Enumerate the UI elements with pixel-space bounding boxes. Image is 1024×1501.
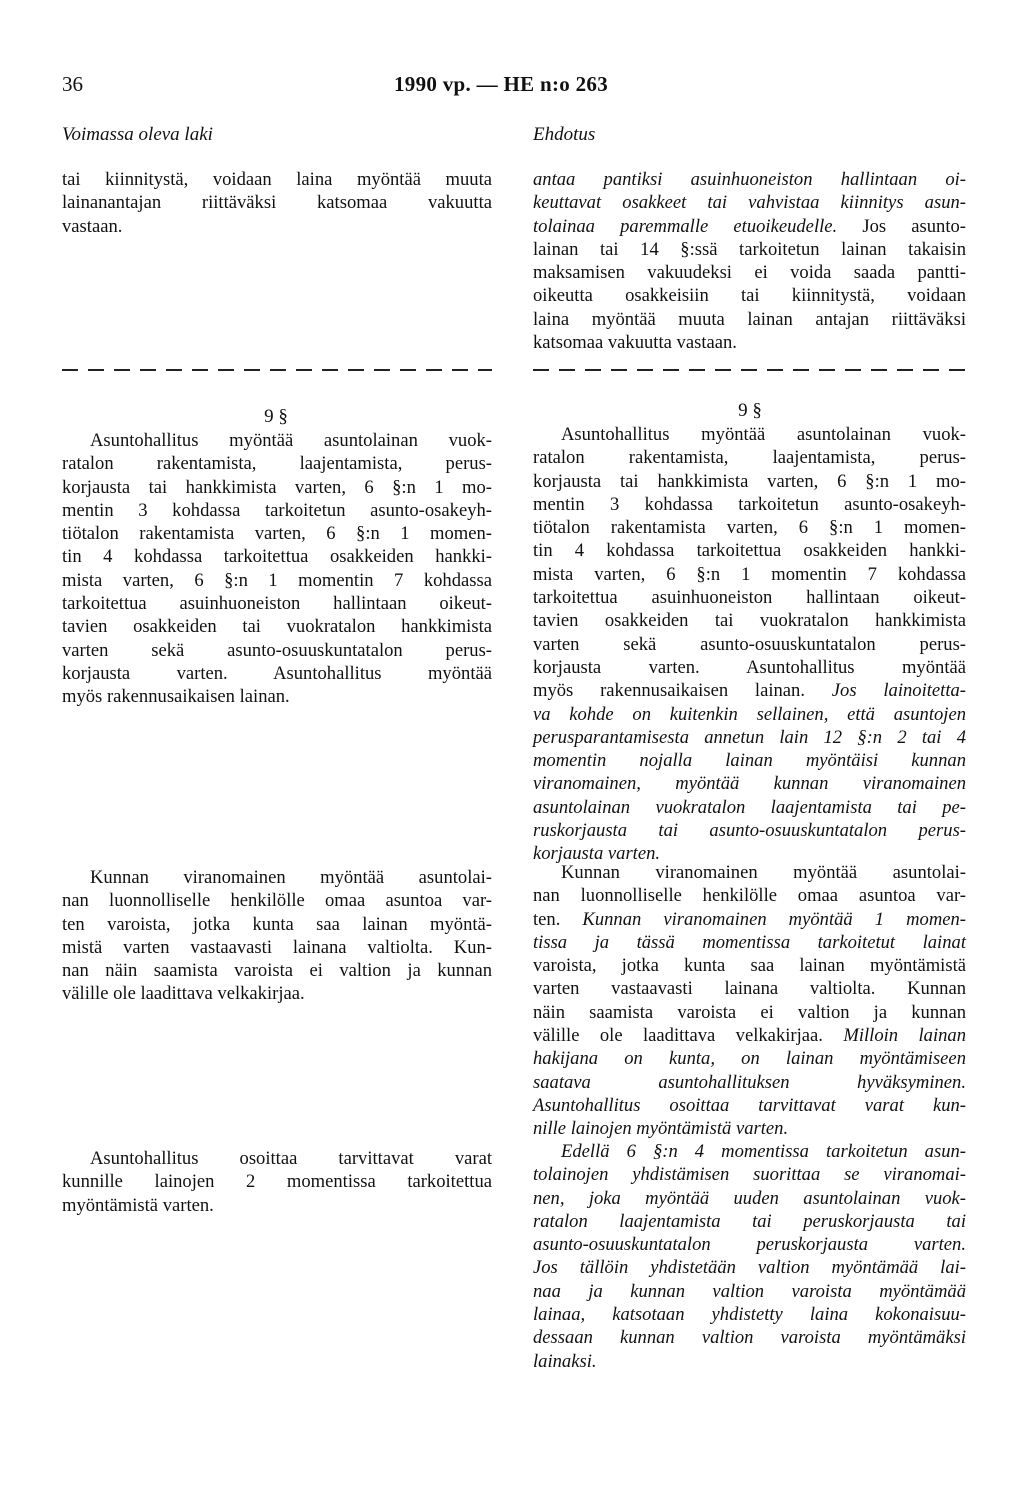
page-number: 36: [62, 72, 83, 96]
text-line: hakijana on kunta, on lainan myöntämiseen: [533, 1048, 966, 1070]
text-line: välille ole laadittava velkakirjaa.: [62, 983, 305, 1005]
page-header-title: 1990 vp. — HE n:o 263: [394, 72, 608, 96]
text-line: Asuntohallitus myöntää asuntolainan vuok-: [561, 424, 966, 445]
text-line: korjausta varten. Asuntohallitus myöntää: [533, 656, 966, 678]
text-line: katsomaa vakuutta vastaan.: [533, 332, 737, 354]
text-line: keuttavat osakkeet tai vahvistaa kiinnitys asun-: [533, 192, 966, 214]
text-line: mista varten, 6 §:n 1 momentin 7 kohdassa: [533, 563, 966, 585]
right-intro-paragraph: [533, 168, 966, 354]
text-line: viranomainen, myöntää kunnan viranomainen: [533, 773, 966, 795]
text-line: asunto-osuuskuntatalon peruskorjausta varten.: [533, 1234, 966, 1256]
text-line: tiötalon rakentamista varten, 6 §:n 1 momen-: [62, 523, 492, 545]
text-line: Edellä 6 §:n 4 momentissa tarkoitetun asun-: [561, 1141, 966, 1162]
left-column-heading: Voimassa oleva laki: [62, 124, 213, 145]
text-line: korjausta varten.: [533, 843, 661, 865]
text-line: nan näin saamista varoista ei valtion ja kunnan: [62, 960, 492, 982]
text-line: laina myöntää muuta lainan antajan riittäväksi: [533, 308, 966, 330]
text-line: nen, joka myöntää uuden asuntolainan vuok-: [533, 1187, 966, 1209]
text-line: tavien osakkeiden tai vuokratalon hankkimista: [533, 610, 966, 632]
text-line: varten sekä asunto-osuuskuntatalon perus-: [62, 639, 492, 661]
text-line: myös rakennusaikaisen lainan. Jos lainoitetta-: [533, 680, 966, 702]
text-line: tolainojen yhdistämisen suorittaa se viranomai-: [533, 1164, 966, 1186]
text-line: dessaan kunnan valtion varoista myöntämäksi: [533, 1327, 966, 1349]
text-line: vastaan.: [62, 215, 123, 237]
text-line: näin saamista varoista ei valtion ja kunnan: [533, 1001, 966, 1023]
text-line: maksamisen vakuudeksi ei voida saada pantti-: [533, 262, 966, 284]
text-line: nan luonnolliselle henkilölle omaa asuntoa var-: [62, 890, 492, 912]
text-line: oikeutta osakkeisiin tai kiinnitystä, voidaan: [533, 285, 966, 307]
right-column-heading: Ehdotus: [533, 124, 596, 145]
text-line: myöntämistä varten.: [62, 1194, 214, 1216]
text-line: tolainaa paremmalle etuoikeudelle. Jos asunto-: [533, 215, 966, 237]
text-line: Asuntohallitus osoittaa tarvittavat varat kun-: [533, 1094, 966, 1116]
text-line: ratalon rakentamista, laajentamista, perus-: [533, 447, 966, 469]
text-line: ruskorjausta tai asunto-osuuskuntatalon perus-: [533, 820, 966, 842]
text-line: antaa pantiksi asuinhuoneiston hallintaan oi-: [533, 169, 966, 190]
text-line: varten vastaavasti lainana valtiolta. Kunnan: [533, 978, 966, 1000]
text-line: korjausta varten. Asuntohallitus myöntää: [62, 662, 492, 684]
left-section-label: 9 §: [264, 406, 288, 427]
right-section-paragraph-2: [533, 861, 966, 1141]
text-line: ten. Kunnan viranomainen myöntää 1 momen-: [533, 908, 966, 930]
text-line: lainaksi.: [533, 1350, 597, 1372]
text-line: naa ja kunnan valtion varoista myöntämää: [533, 1280, 966, 1302]
text-line: momentin nojalla lainan myöntäisi kunnan: [533, 750, 966, 772]
text-line: nille lainojen myöntämistä varten.: [533, 1118, 789, 1140]
text-line: tarkoitettua asuinhuoneiston hallintaan oikeut-: [62, 593, 492, 615]
text-line: asuntolainan vuokratalon laajentamista tai pe-: [533, 796, 966, 818]
left-section-divider: [62, 369, 492, 371]
text-line: lainanantajan riittäväksi katsomaa vakuutta: [62, 192, 492, 214]
text-line: varten sekä asunto-osuuskuntatalon perus-: [533, 633, 966, 655]
text-line: mentin 3 kohdassa tarkoitetun asunto-osakeyh-: [62, 499, 492, 521]
left-intro-paragraph: [62, 168, 492, 238]
text-line: Jos tällöin yhdistetään valtion myöntämää lai-: [533, 1257, 966, 1279]
text-line: mista varten, 6 §:n 1 momentin 7 kohdassa: [62, 569, 492, 591]
text-line: tiötalon rakentamista varten, 6 §:n 1 momen-: [533, 517, 966, 539]
text-line: korjausta tai hankkimista varten, 6 §:n 1 mo-: [62, 476, 492, 498]
text-line: Asuntohallitus osoittaa tarvittavat varat: [90, 1148, 492, 1169]
text-line: kunnille lainojen 2 momentissa tarkoitettua: [62, 1171, 492, 1193]
text-line: välille ole laadittava velkakirjaa. Milloin lainan: [533, 1025, 967, 1047]
text-line: tissa ja tässä momentissa tarkoitetut lainat: [533, 931, 966, 953]
right-section-paragraph-3: [533, 1140, 966, 1373]
text-line: saatava asuntohallituksen hyväksyminen.: [533, 1071, 966, 1093]
text-line: korjausta tai hankkimista varten, 6 §:n 1 mo-: [533, 470, 966, 492]
text-line: lainan tai 14 §:ssä tarkoitetun lainan takaisin: [533, 238, 966, 260]
text-line: lainaa, katsotaan yhdistetty laina kokonaisuu-: [533, 1304, 966, 1326]
text-line: varoista, jotka kunta saa lainan myöntämistä: [533, 955, 966, 977]
text-line: tai kiinnitystä, voidaan laina myöntää muuta: [62, 169, 492, 190]
text-line: Kunnan viranomainen myöntää asuntolai-: [90, 867, 492, 888]
right-section-label: 9 §: [738, 400, 762, 421]
text-line: ten varoista, jotka kunta saa lainan myöntä-: [62, 913, 492, 935]
left-section-paragraph-3: [62, 1147, 492, 1217]
text-line: perusparantamisesta annetun lain 12 §:n 2 tai 4: [533, 726, 966, 748]
text-line: ratalon rakentamista, laajentamista, perus-: [62, 453, 492, 475]
left-section-paragraph-1: [62, 429, 492, 709]
text-line: tarkoitettua asuinhuoneiston hallintaan oikeut-: [533, 587, 966, 609]
text-line: ratalon laajentamista tai peruskorjausta tai: [533, 1210, 966, 1232]
right-section-paragraph-1: [533, 423, 966, 866]
text-line: tavien osakkeiden tai vuokratalon hankkimista: [62, 616, 492, 638]
text-line: mentin 3 kohdassa tarkoitetun asunto-osakeyh-: [533, 493, 966, 515]
text-line: myös rakennusaikaisen lainan.: [62, 686, 290, 708]
right-section-divider: [533, 369, 969, 371]
text-line: Kunnan viranomainen myöntää asuntolai-: [561, 862, 966, 883]
text-line: tin 4 kohdassa tarkoitettua osakkeiden hankki-: [533, 540, 966, 562]
left-section-paragraph-2: [62, 866, 492, 1006]
text-line: nan luonnolliselle henkilölle omaa asuntoa var-: [533, 885, 966, 907]
text-line: Asuntohallitus myöntää asuntolainan vuok-: [90, 430, 492, 451]
text-line: tin 4 kohdassa tarkoitettua osakkeiden hankki-: [62, 546, 492, 568]
text-line: mistä varten vastaavasti lainana valtiolta. Kun-: [62, 936, 492, 958]
text-line: va kohde on kuitenkin sellainen, että asuntojen: [533, 703, 966, 725]
